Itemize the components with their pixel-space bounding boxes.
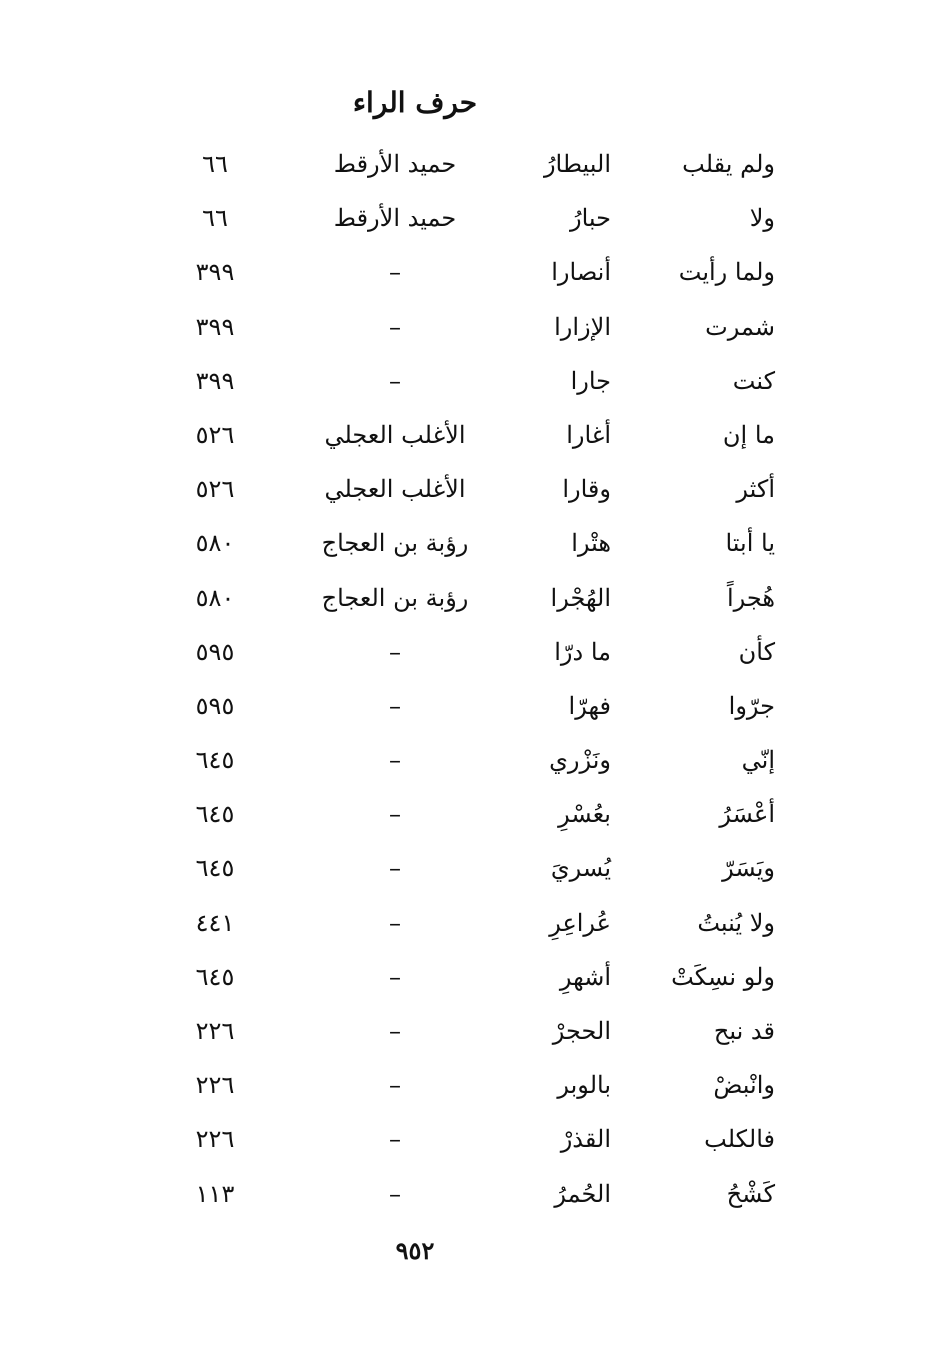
- section-heading: حرف الراء: [352, 86, 478, 119]
- page-reference: ٢٢٦: [195, 1071, 235, 1100]
- poet-name: رؤبة بن العجاج: [321, 583, 469, 612]
- page-reference: ٥٩٥: [195, 637, 235, 666]
- poet-name: الأغلب العجلي: [324, 475, 466, 504]
- rhyme-word: حبارُ: [570, 204, 611, 233]
- poet-name: –: [389, 366, 401, 395]
- poet-name: –: [389, 691, 401, 720]
- rhyme-word: ونَزْري: [549, 746, 611, 775]
- rhyme-word: ما درّا: [554, 637, 611, 666]
- verse-first-word: ويَسَرّ: [722, 854, 775, 883]
- rhyme-word: الحجرْ: [552, 1017, 611, 1045]
- table-row: [0, 951, 943, 1005]
- page-number: ٩٥٢: [395, 1236, 435, 1265]
- page-reference: ٥٢٦: [195, 475, 235, 504]
- poet-name: –: [389, 1071, 401, 1100]
- rhyme-word: وقارا: [562, 475, 611, 504]
- poet-name: –: [389, 258, 401, 287]
- rhyme-word: البيطارُ: [543, 150, 611, 178]
- verse-first-word: أعْسَرُ: [719, 800, 775, 829]
- table-row: [0, 517, 943, 571]
- rhyme-word: أغارا: [566, 420, 611, 449]
- page-reference: ٥٨٠: [195, 529, 235, 558]
- poet-name: –: [389, 1179, 401, 1208]
- poet-name: رؤبة بن العجاج: [321, 529, 469, 558]
- page-reference: ٣٩٩: [195, 366, 235, 395]
- rhyme-word: بعُسْرِ: [558, 800, 611, 829]
- rhyme-word: جارا: [570, 366, 611, 395]
- rhyme-word: أنصارا: [551, 258, 611, 287]
- table-row: [0, 409, 943, 463]
- page-reference: ٥٩٥: [195, 691, 235, 720]
- table-row: [0, 138, 943, 192]
- table-row: [0, 1005, 943, 1059]
- table-row: [0, 572, 943, 626]
- page-reference: ٢٢٦: [195, 1017, 235, 1045]
- verse-first-word: كنت: [732, 366, 775, 395]
- page-reference: ٦٤٥: [195, 962, 235, 991]
- page-reference: ٦٤٥: [195, 746, 235, 775]
- table-row: [0, 301, 943, 355]
- page-reference: ٣٩٩: [195, 258, 235, 287]
- page-reference: ٣٩٩: [195, 312, 235, 341]
- poet-name: –: [389, 800, 401, 829]
- rhyme-word: الحُمرُ: [554, 1179, 611, 1208]
- table-row: [0, 680, 943, 734]
- poet-name: الأغلب العجلي: [324, 420, 466, 449]
- page-reference: ٦٤٥: [195, 854, 235, 883]
- table-row: [0, 463, 943, 517]
- poet-name: –: [389, 1017, 401, 1045]
- verse-first-word: إنّي: [741, 746, 775, 775]
- page-reference: ٢٢٦: [195, 1125, 235, 1154]
- poet-name: حميد الأرقط: [333, 150, 457, 178]
- verse-first-word: فالكلب: [704, 1125, 775, 1154]
- rhyme-word: القذرْ: [560, 1125, 611, 1154]
- verse-first-word: قد نبح: [713, 1017, 775, 1045]
- verse-first-word: ولا يُنبتُ: [697, 908, 775, 937]
- verse-first-word: ولا: [749, 204, 775, 233]
- poet-name: –: [389, 908, 401, 937]
- poet-name: –: [389, 637, 401, 666]
- page-reference: ٦٦: [202, 204, 228, 233]
- table-row: [0, 734, 943, 788]
- verse-first-word: ما إن: [722, 420, 775, 449]
- rhyme-index-table: [0, 138, 943, 1222]
- verse-first-word: شمرت: [705, 312, 775, 341]
- page-reference: ٦٦: [202, 150, 228, 178]
- verse-first-word: ولم يقلب: [682, 150, 775, 178]
- table-row: [0, 192, 943, 246]
- rhyme-word: يُسريَ: [550, 854, 611, 883]
- table-row: [0, 897, 943, 951]
- table-row: [0, 355, 943, 409]
- table-row: [0, 1059, 943, 1113]
- table-row: [0, 1168, 943, 1222]
- verse-first-word: كَشْحُ: [726, 1179, 775, 1208]
- verse-first-word: هُجراً: [726, 583, 775, 612]
- rhyme-word: هتْرا: [571, 529, 611, 558]
- poet-name: حميد الأرقط: [333, 204, 457, 233]
- poet-name: –: [389, 1125, 401, 1154]
- rhyme-word: الهُجْرا: [550, 583, 611, 612]
- rhyme-word: أشهرِ: [559, 962, 611, 991]
- verse-first-word: أكثر: [736, 475, 775, 504]
- rhyme-word: بالوبر: [557, 1071, 611, 1100]
- rhyme-word: فهرّا: [568, 691, 611, 720]
- page-reference: ٤٤١: [195, 908, 235, 937]
- verse-first-word: وانْبضْ: [713, 1071, 775, 1100]
- page-reference: ٦٤٥: [195, 800, 235, 829]
- poet-name: –: [389, 746, 401, 775]
- table-row: [0, 1113, 943, 1167]
- page-reference: ٥٨٠: [195, 583, 235, 612]
- table-row: [0, 842, 943, 896]
- rhyme-word: الإزارا: [554, 312, 611, 341]
- verse-first-word: ولما رأيت: [678, 258, 775, 287]
- table-row: [0, 246, 943, 300]
- verse-first-word: يا أبتا: [725, 529, 775, 558]
- verse-first-word: كأن: [738, 637, 775, 666]
- verse-first-word: جرّوا: [728, 691, 775, 720]
- page-reference: ٥٢٦: [195, 420, 235, 449]
- verse-first-word: ولو نسِكَتْ: [671, 962, 775, 991]
- poet-name: –: [389, 962, 401, 991]
- table-row: [0, 788, 943, 842]
- rhyme-word: عُراعِرِ: [549, 908, 611, 937]
- poet-name: –: [389, 312, 401, 341]
- poet-name: –: [389, 854, 401, 883]
- page-reference: ١١٣: [195, 1179, 235, 1208]
- table-row: [0, 626, 943, 680]
